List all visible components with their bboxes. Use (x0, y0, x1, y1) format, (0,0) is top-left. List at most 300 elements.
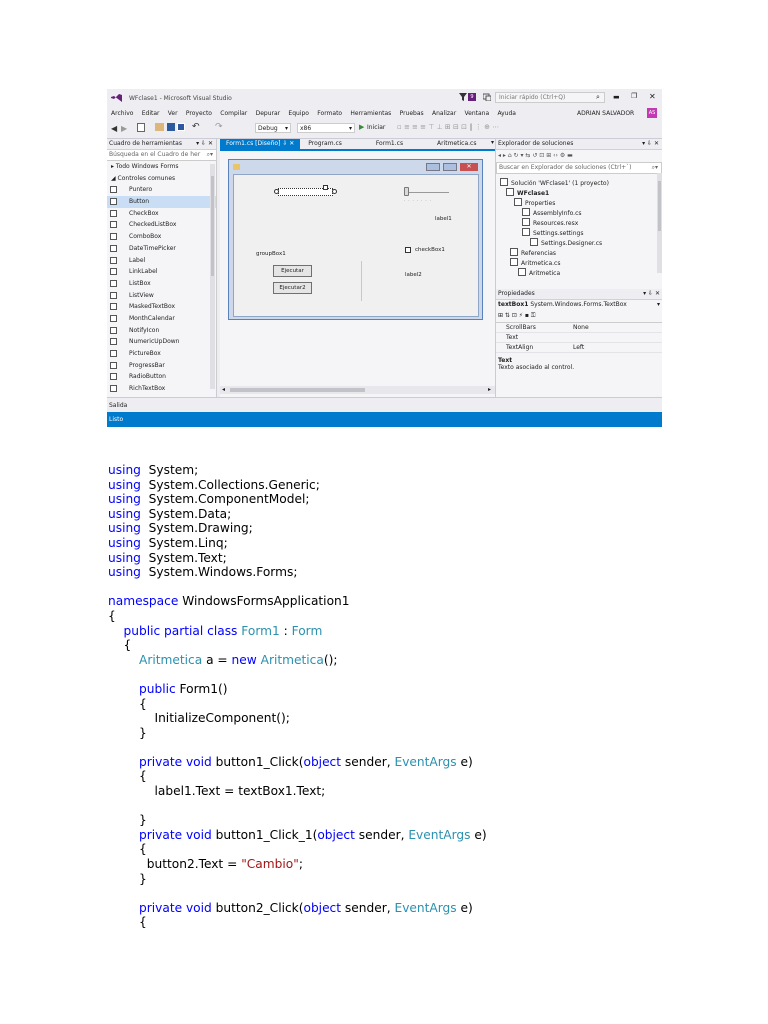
tree-item-label: Settings.settings (533, 230, 584, 237)
code-line (108, 813, 487, 828)
code-token: Form1() (175, 681, 228, 696)
toolbox-item[interactable] (107, 383, 216, 395)
form-close-icon: ✕ (460, 163, 478, 171)
form-minimize-icon (426, 163, 440, 171)
code-token (108, 653, 139, 667)
form1-window[interactable] (228, 159, 483, 320)
tree-item-label: Referencias (521, 250, 556, 257)
description-text: Texto asociado al control. (498, 364, 575, 371)
code-token: public partial class (123, 623, 238, 638)
toolbox-item-icon (110, 385, 117, 392)
toolbox-title: Cuadro de herramientas (109, 140, 182, 147)
menu-item[interactable]: Herramientas (350, 110, 392, 117)
designer-area (220, 139, 496, 397)
code-line (108, 653, 487, 668)
back-icon[interactable]: ◀ (111, 124, 118, 133)
code-line (108, 755, 487, 770)
code-token: System.Collections.Generic; (140, 477, 320, 492)
toolbox-items (107, 184, 216, 394)
menu-item[interactable]: Proyecto (185, 110, 212, 117)
toolbox-panel (107, 139, 217, 397)
toolbox-item[interactable] (107, 371, 216, 383)
menu-item[interactable]: Equipo (288, 110, 309, 117)
label1[interactable]: label1 (435, 216, 452, 222)
scroll-right-icon[interactable]: ▸ (488, 386, 492, 393)
tab-form1-design[interactable]: Form1.cs [Diseño] ⇩ ✕ (220, 139, 300, 149)
toolbox-item-label: Button (129, 198, 150, 206)
solution-tree-item[interactable] (496, 218, 662, 228)
code-line (108, 580, 487, 595)
code-token (108, 901, 139, 915)
tree-item-label: WFclase1 (517, 190, 550, 197)
code-token: "Cambio" (241, 857, 299, 872)
properties-header-controls[interactable]: ▾ ⇩ ✕ (643, 290, 660, 297)
toolbox-group-all[interactable]: ▸ Todo Windows Forms (111, 163, 179, 170)
trackbar[interactable] (404, 192, 449, 193)
code-line (108, 638, 487, 653)
property-value[interactable]: Left (573, 344, 585, 351)
checkbox1-label[interactable]: checkBox1 (415, 247, 445, 253)
code-token: object (303, 900, 342, 915)
property-name: TextAlign (506, 344, 534, 351)
selection-handle[interactable] (274, 189, 279, 194)
solution-tree-item[interactable] (496, 178, 662, 188)
solution-tree-item[interactable] (496, 188, 662, 198)
visual-studio-window (107, 89, 662, 427)
solution-tree-item[interactable] (496, 248, 662, 258)
code-token: sender, (341, 900, 395, 915)
solution-toolbar[interactable]: ◂ ▸ ⌂ ↻ ▾ ⇆ ↺ ⊡ ⊞ ‹› ⚙ ▬ (498, 152, 573, 159)
toolbox-item[interactable] (107, 266, 216, 278)
form-icon (233, 164, 240, 170)
code-token: System.ComponentModel; (140, 492, 310, 507)
toolbox-item[interactable] (107, 278, 216, 290)
code-token: Aritmetica (139, 652, 203, 667)
toolbox-group-label: Todo Windows Forms (115, 163, 179, 170)
code-token: using (108, 477, 141, 492)
code-token: } (108, 725, 147, 740)
toolbox-item[interactable] (107, 336, 216, 348)
code-line (108, 609, 487, 624)
toolbar (107, 120, 662, 139)
toolbox-item-label: PictureBox (129, 350, 161, 357)
undo-icon[interactable]: ↶ (192, 122, 200, 132)
code-token: private void (139, 900, 212, 915)
code-token: object (303, 754, 342, 769)
toolbox-search-placeholder: Búsqueda en el Cuadro de her (109, 151, 201, 158)
code-token: private void (139, 754, 212, 769)
toolbox-item-icon (110, 233, 117, 240)
code-line (108, 463, 487, 478)
quick-launch-placeholder: Iniciar rápido (Ctrl+Q) (499, 94, 566, 101)
user-name[interactable]: ADRIAN SALVADOR (577, 110, 635, 117)
code-token: InitializeComponent(); (108, 711, 290, 726)
platform-select[interactable]: x86 ▾ (297, 123, 355, 133)
code-token: using (108, 506, 141, 521)
solution-search-placeholder: Buscar en Explorador de soluciones (Ctrl+`) (499, 164, 632, 171)
code-token: button2.Text = (108, 857, 242, 872)
menu-item[interactable]: Analizar (431, 110, 457, 117)
quick-launch-input[interactable] (495, 92, 605, 103)
code-line (108, 711, 487, 726)
toolbox-item[interactable] (107, 348, 216, 360)
code-token: EventArgs (408, 827, 471, 842)
solution-tree-item[interactable] (496, 208, 662, 218)
checkbox-icon[interactable] (405, 247, 411, 253)
code-token: sender, (354, 827, 409, 842)
configuration-select[interactable]: Debug ▾ (255, 123, 291, 133)
scroll-thumb[interactable] (230, 388, 365, 392)
code-token: { (108, 769, 147, 784)
toolbox-item-label: LinkLabel (129, 268, 158, 276)
form1-client-area (233, 174, 479, 317)
code-token: Aritmetica (260, 652, 324, 667)
form-maximize-icon (443, 163, 457, 171)
code-token: namespace (108, 594, 179, 609)
groupbox-border (361, 261, 362, 301)
menu-item[interactable]: Pruebas (399, 110, 424, 117)
solution-header-controls[interactable]: ▾ ⇩ ✕ (642, 140, 659, 147)
code-line (108, 507, 487, 522)
toolbox-item-label: Puntero (129, 186, 153, 194)
solution-tree (496, 174, 662, 278)
save-all-icon[interactable] (177, 123, 185, 131)
menu-item[interactable]: Ayuda (497, 110, 516, 117)
toolbox-item[interactable] (107, 219, 216, 231)
code-token: System.Windows.Forms; (140, 565, 298, 580)
forward-icon[interactable]: ▶ (121, 124, 128, 133)
code-token: new (231, 652, 257, 667)
properties-object-type: System.Windows.Forms.TextBox (530, 301, 627, 308)
toolbox-item-icon (110, 210, 117, 217)
code-token: EventArgs (394, 754, 457, 769)
code-token: (); (323, 652, 338, 667)
output-label: Salida (109, 402, 128, 409)
tree-item-label: Solución 'WFclase1' (1 proyecto) (511, 180, 609, 187)
toolbox-item-icon (110, 338, 117, 345)
tab-label: Form1.cs (375, 140, 404, 147)
trackbar-ticks: ······· (404, 198, 434, 203)
tree-item-label: Aritmetica (529, 270, 561, 277)
code-token: System.Data; (140, 506, 232, 521)
toolbox-group-label: Controles comunes (117, 174, 176, 182)
toolbox-item-label: NotifyIcon (129, 326, 160, 334)
code-token: using (108, 492, 141, 507)
groupbox1-label: groupBox1 (256, 251, 286, 257)
toolbox-group-common[interactable]: ◢ Controles comunes (111, 174, 176, 182)
toolbox-item[interactable] (107, 360, 216, 372)
search-icon: ⌕▾ (651, 164, 658, 171)
search-icon: ⌕ (596, 93, 600, 101)
toolbox-item-icon (110, 268, 117, 275)
tree-item-icon (510, 258, 518, 266)
toolbox-item[interactable] (107, 290, 216, 302)
toolbox-item-label: Label (129, 256, 146, 264)
code-line (108, 828, 487, 843)
tree-item-label: Aritmetica.cs (521, 260, 561, 267)
tree-item-icon (522, 228, 530, 236)
property-row[interactable] (496, 343, 662, 353)
code-token: WindowsFormsApplication1 (178, 594, 350, 609)
code-token: Form (291, 623, 323, 638)
properties-header (496, 289, 662, 300)
property-name: ScrollBars (506, 324, 536, 331)
menu-items (111, 110, 524, 117)
solution-tree-item[interactable] (496, 228, 662, 238)
toolbox-item-icon (110, 292, 117, 299)
code-line (108, 667, 487, 682)
solution-search-input[interactable] (496, 162, 662, 174)
properties-title: Propiedades (498, 290, 535, 297)
toolbox-item-icon (110, 303, 117, 310)
selection-handle[interactable] (332, 189, 337, 194)
toolbox-item[interactable] (107, 243, 216, 255)
toolbox-item-icon (110, 221, 117, 228)
code-token: object (317, 827, 355, 842)
code-token: System.Text; (140, 550, 227, 565)
properties-object-select[interactable]: textBox1 System.Windows.Forms.TextBox ▾ (498, 301, 660, 308)
save-icon[interactable] (167, 123, 175, 131)
toolbox-header (107, 139, 216, 150)
tab-aritmetica[interactable] (431, 139, 482, 149)
tab-label: Aritmetica.cs (437, 140, 477, 147)
tree-item-icon (518, 268, 526, 276)
toolbox-scrollbar[interactable] (210, 164, 215, 389)
code-token: sender, (341, 754, 395, 769)
solution-explorer-header (496, 139, 662, 150)
trackbar-thumb[interactable] (404, 187, 409, 196)
tree-item-icon (522, 218, 530, 226)
code-token: button2_Click( (211, 900, 304, 915)
code-token: System.Linq; (140, 535, 228, 550)
start-icon[interactable]: ▶ (359, 123, 365, 131)
code-token: label1.Text = textBox1.Text; (108, 784, 326, 799)
feedback-icon[interactable] (483, 93, 491, 101)
visual-studio-logo-icon (111, 94, 122, 103)
toolbox-item-icon (110, 257, 117, 264)
code-token: button1_Click_1( (211, 827, 318, 842)
description-title: Text (498, 357, 513, 364)
toolbox-item-icon (110, 315, 117, 322)
toolbox-item[interactable] (107, 301, 216, 313)
properties-toolbar[interactable]: ⊞ ⇅ ⊡ ⚡ ▪ ⚿ (496, 310, 662, 323)
code-token (108, 624, 124, 638)
toolbox-item-label: MonthCalendar (129, 314, 175, 322)
code-token: System; (140, 463, 199, 477)
properties-object-name: textBox1 (498, 301, 529, 308)
toolbox-item-icon (110, 245, 117, 252)
menu-item[interactable]: Ventana (464, 110, 490, 117)
toolbox-item-label: MaskedTextBox (129, 303, 176, 311)
code-line (108, 901, 487, 916)
property-row[interactable] (496, 333, 662, 343)
code-line (108, 697, 487, 712)
toolbox-item-icon (110, 280, 117, 287)
toolbox-item-label: RichTextBox (129, 385, 166, 393)
solution-tree-item[interactable] (496, 258, 662, 268)
tab-label: Program.cs (308, 140, 342, 147)
toolbox-item-label: CheckBox (129, 209, 159, 217)
close-button[interactable]: ✕ (649, 92, 656, 101)
code-token: { (108, 915, 147, 930)
toolbar-format-icons[interactable]: ▫ ≡ ≡ ≡ ⊤ ⊥ ⊞ ⊟ ⊡ ‖ ⋮ ⊕ ⋯ (397, 123, 500, 131)
code-line (108, 624, 487, 639)
code-line (108, 842, 487, 857)
code-token: } (108, 813, 147, 828)
code-token: { (108, 842, 147, 857)
open-folder-icon[interactable] (155, 123, 164, 131)
code-token: button1_Click( (211, 754, 304, 769)
toolbox-item-icon (110, 327, 117, 334)
status-bar (107, 412, 662, 427)
menu-bar (107, 107, 662, 120)
toolbox-item-label: DateTimePicker (129, 244, 176, 252)
platform-value: x86 (300, 125, 312, 132)
toolbox-item-label: NumericUpDown (129, 338, 180, 346)
menu-item[interactable]: Formato (317, 110, 343, 117)
code-token: e) (470, 827, 487, 842)
property-row[interactable] (496, 323, 662, 333)
toolbox-item-icon (110, 373, 117, 380)
status-text: Listo (109, 416, 124, 423)
tree-item-icon (506, 188, 514, 196)
tab-program[interactable] (302, 139, 348, 149)
code-token: e) (456, 900, 473, 915)
label2[interactable]: label2 (405, 272, 422, 278)
toolbox-item[interactable] (107, 313, 216, 325)
filter-icon[interactable] (459, 93, 467, 101)
scroll-left-icon[interactable]: ◂ (222, 386, 226, 393)
code-line (108, 565, 487, 580)
code-token: using (108, 550, 141, 565)
tree-item-label: Settings.Designer.cs (541, 240, 603, 247)
menu-item[interactable]: Archivo (111, 110, 134, 117)
output-tab[interactable] (107, 397, 662, 412)
code-token: using (108, 535, 141, 550)
toolbox-search-input[interactable] (107, 150, 216, 161)
code-line (108, 799, 487, 814)
toolbox-item[interactable] (107, 255, 216, 267)
tree-item-icon (500, 178, 508, 186)
properties-panel (496, 289, 662, 397)
code-line (108, 536, 487, 551)
code-token: EventArgs (394, 900, 457, 915)
toolbox-item[interactable] (107, 208, 216, 220)
new-project-icon[interactable] (137, 123, 145, 132)
code-token: e) (456, 754, 473, 769)
toolbox-item-icon (110, 198, 117, 205)
tree-item-icon (514, 198, 522, 206)
code-token (108, 755, 139, 769)
code-token: using (108, 565, 141, 580)
start-button[interactable]: Iniciar (367, 124, 386, 131)
menu-item[interactable]: Depurar (255, 110, 281, 117)
toolbox-item[interactable] (107, 231, 216, 243)
code-line (108, 521, 487, 536)
toolbox-item-label: ProgressBar (129, 361, 165, 369)
code-token: { (108, 638, 132, 653)
toolbox-item-icon (110, 350, 117, 357)
designer-hscrollbar[interactable] (220, 386, 496, 394)
code-line (108, 872, 487, 887)
menu-item[interactable]: Compilar (220, 110, 248, 117)
code-line (108, 740, 487, 755)
toolbox-header-controls[interactable]: ▾ ⇩ ✕ (196, 140, 213, 147)
tree-item-label: Resources.resx (533, 220, 579, 227)
toolbox-item[interactable] (107, 196, 216, 208)
document-tabs (220, 139, 496, 149)
code-token: private void (139, 827, 212, 842)
code-token: { (108, 608, 116, 623)
code-line (108, 769, 487, 784)
menu-item[interactable]: Editar (141, 110, 160, 117)
minimize-button[interactable]: ▬ (613, 93, 620, 101)
toolbox-item-label: ListBox (129, 279, 151, 287)
toolbox-item-icon (110, 362, 117, 369)
property-value[interactable]: None (573, 324, 589, 331)
code-token: System.Drawing; (140, 521, 253, 536)
search-icon: ⌕▾ (206, 151, 213, 158)
code-line (108, 915, 487, 930)
toolbox-item[interactable] (107, 325, 216, 337)
code-token (108, 682, 139, 696)
tab-overflow-icon[interactable]: ▾ (490, 139, 494, 146)
toolbox-item-label: ListView (129, 291, 154, 299)
solution-tree-item[interactable] (496, 268, 662, 278)
code-token: public (139, 681, 176, 696)
toolbox-item-icon (110, 186, 117, 193)
ejecutar2-button[interactable]: Ejecutar2 (273, 282, 312, 294)
properties-description (496, 353, 662, 371)
tab-label: Form1.cs [Diseño] (226, 140, 281, 147)
properties-grid (496, 323, 662, 353)
code-token: using (108, 463, 141, 477)
code-token: { (108, 696, 147, 711)
notification-badge[interactable]: 9 (468, 93, 476, 101)
tree-item-icon (522, 208, 530, 216)
code-line (108, 682, 487, 697)
code-line (108, 594, 487, 609)
menu-item[interactable]: Ver (167, 110, 178, 117)
solution-tree-item[interactable] (496, 238, 662, 248)
code-token: a = (202, 652, 232, 667)
solution-scrollbar[interactable] (657, 173, 662, 273)
solution-tree-item[interactable] (496, 198, 662, 208)
tree-item-label: Properties (525, 200, 556, 207)
restore-button[interactable]: ❐ (631, 92, 638, 100)
smart-tag-icon[interactable] (323, 185, 328, 190)
code-line (108, 726, 487, 741)
tab-form1-code[interactable] (370, 139, 409, 149)
code-line (108, 551, 487, 566)
toolbox-item-label: ComboBox (129, 233, 162, 241)
code-listing (108, 463, 487, 930)
code-line (108, 492, 487, 507)
solution-explorer-panel (495, 139, 662, 397)
code-line (108, 478, 487, 493)
user-avatar[interactable]: AS (648, 110, 656, 116)
code-token: } (108, 871, 147, 886)
ejecutar-button[interactable]: Ejecutar (273, 265, 312, 277)
tree-item-label: AssemblyInfo.cs (533, 210, 582, 217)
code-token (108, 828, 139, 842)
property-name: Text (506, 334, 519, 341)
solution-explorer-title: Explorador de soluciones (498, 140, 574, 147)
redo-icon[interactable]: ↷ (215, 122, 223, 132)
toolbox-item[interactable] (107, 184, 216, 196)
code-line (108, 857, 487, 872)
code-token: ; (298, 857, 303, 872)
